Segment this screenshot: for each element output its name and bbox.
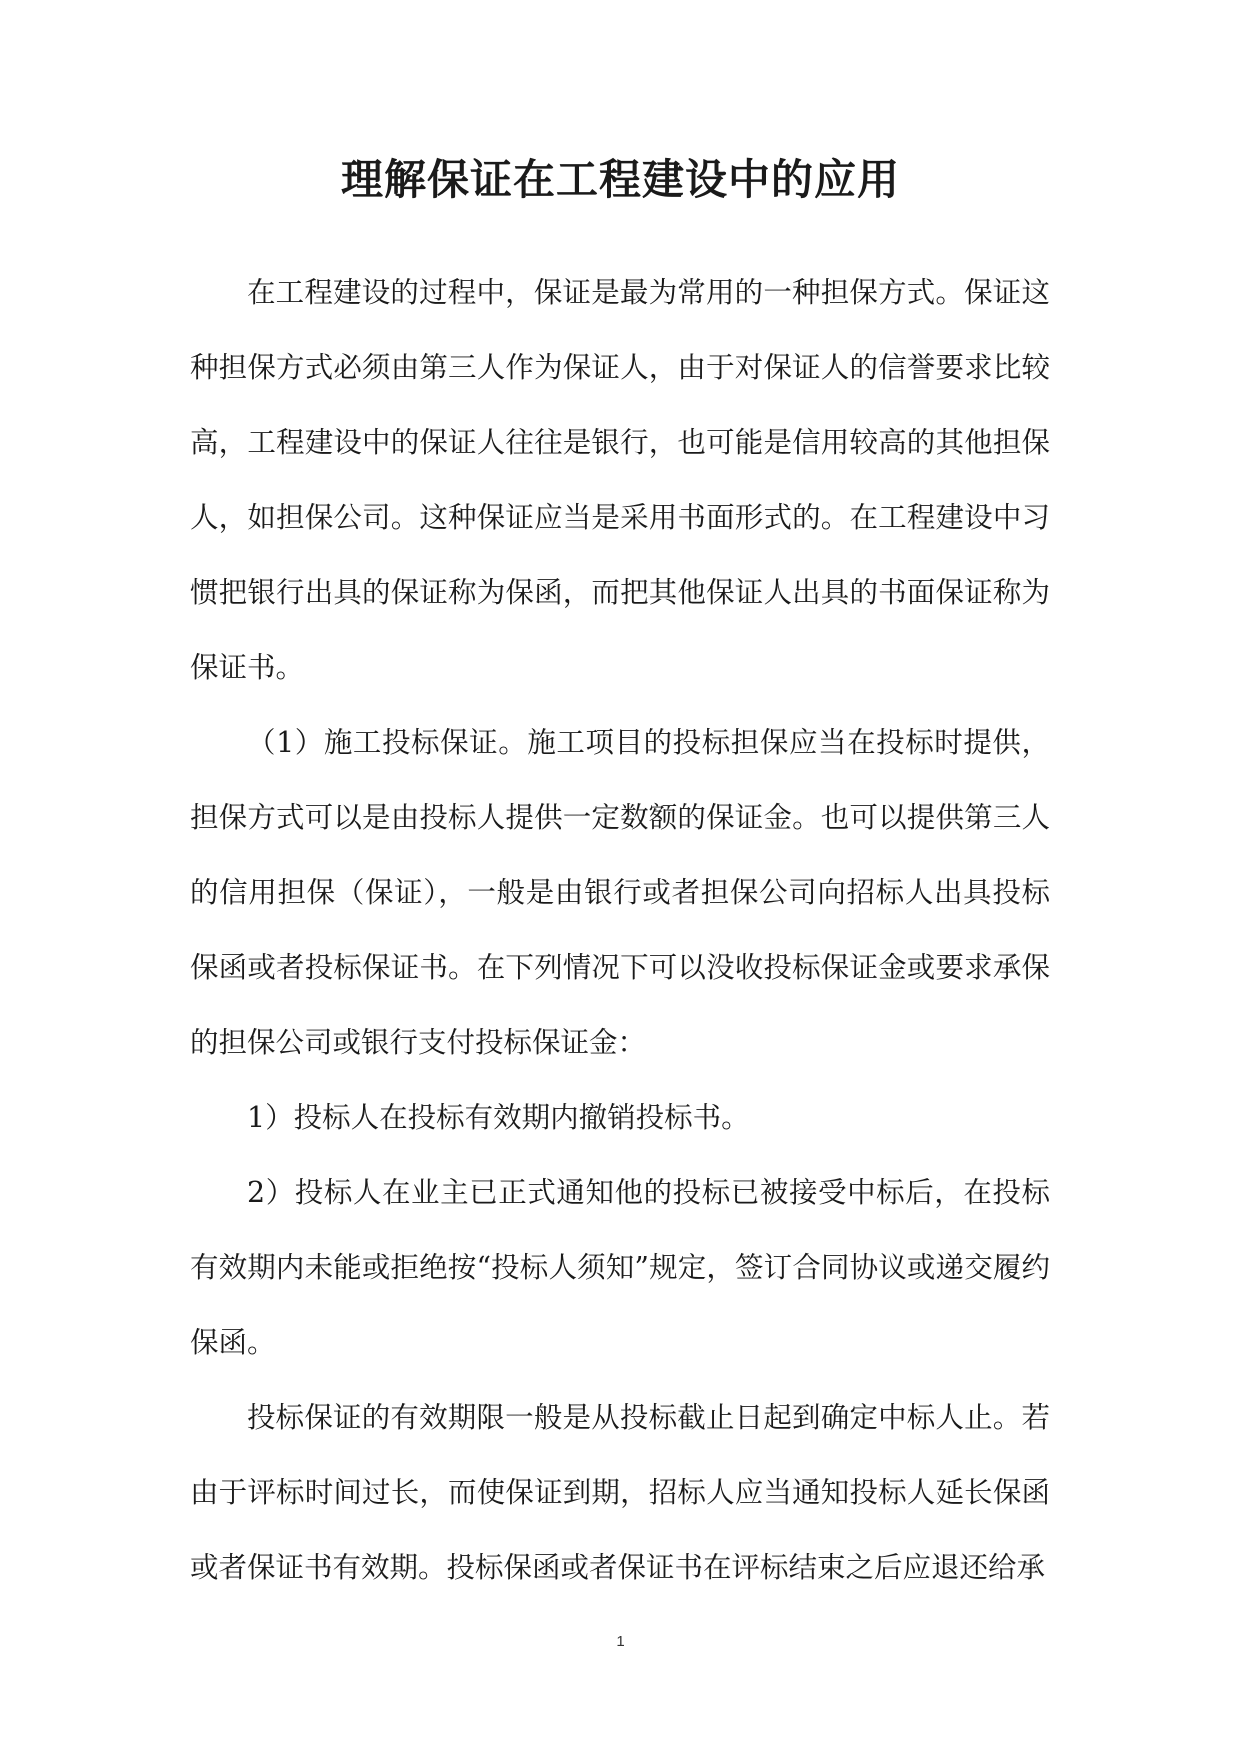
- paragraph-bid-guarantee: （1）施工投标保证。施工项目的投标担保应当在投标时提供，担保方式可以是由投标人提供一定数额的保证金。也可以提供第三人的信用担保（保证），一般是由银行或者担保公司向招标人出具投标保函或者投标保证书。在下列情况下可以没收投标保证金或要求承保的担保公司或银行支付投标保证金：: [190, 726, 1050, 1059]
- paragraph-item-2: 2）投标人在业主已正式通知他的投标已被接受中标后，在投标有效期内未能或拒绝按“投标人须知”规定，签订合同协议或递交履约保函。: [190, 1176, 1050, 1359]
- document-body: [190, 255, 1050, 1605]
- paragraph-intro: 在工程建设的过程中，保证是最为常用的一种担保方式。保证这种担保方式必须由第三人作为保证人，由于对保证人的信誉要求比较高，工程建设中的保证人往往是银行，也可能是信用较高的其他担保人，如担保公司。这种保证应当是采用书面形式的。在工程建设中习惯把银行出具的保证称为保函，而把其他保证人出具的书面保证称为保证书。: [190, 276, 1050, 684]
- page-number: 1: [616, 1633, 625, 1650]
- paragraph-validity: 投标保证的有效期限一般是从投标截止日起到确定中标人止。若由于评标时间过长，而使保证到期，招标人应当通知投标人延长保函或者保证书有效期。投标保函或者保证书在评标结束之后应退还给承: [190, 1401, 1050, 1584]
- paragraph-item-1: 1）投标人在投标有效期内撤销投标书。: [247, 1101, 750, 1134]
- document-title: 理解保证在工程建设中的应用: [340, 155, 900, 204]
